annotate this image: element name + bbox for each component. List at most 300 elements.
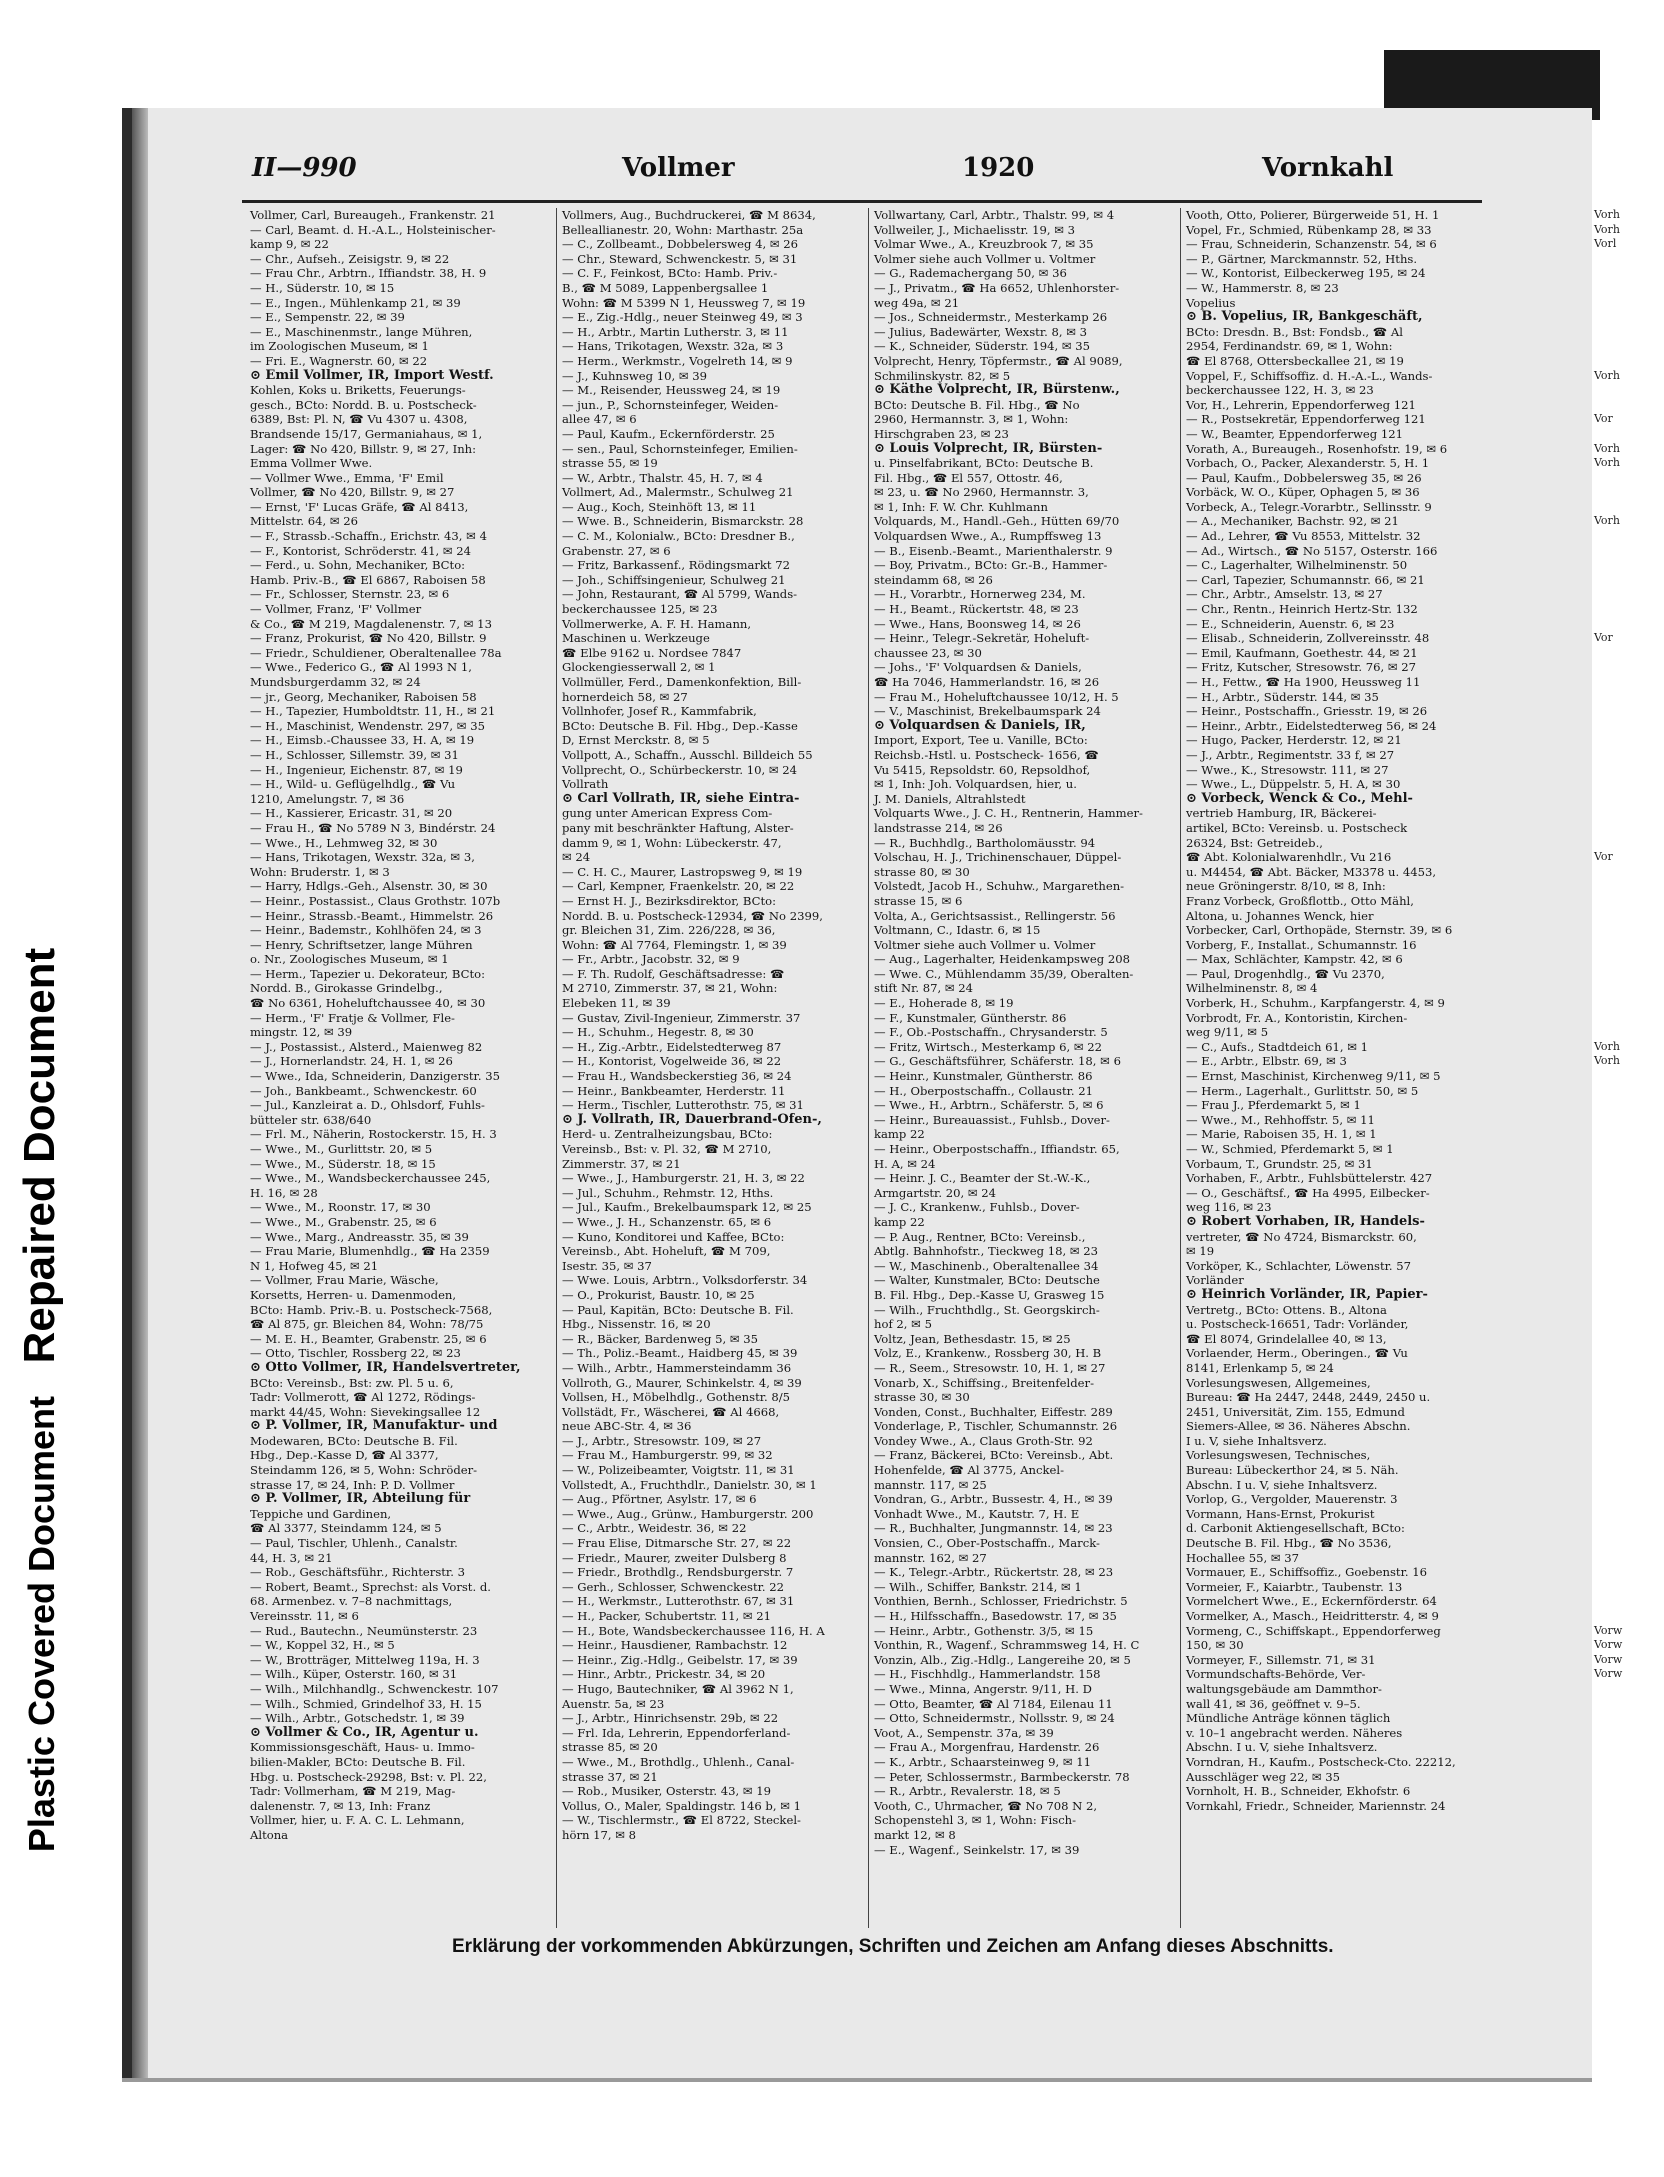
page-bottom-edge	[122, 2078, 1592, 2082]
strip-fragment	[1594, 806, 1664, 821]
directory-entry: ⊙ P. Vollmer, IR, Abteilung für	[250, 1491, 471, 1507]
directory-entry: — H., Schuhm., Hegestr. 8, ✉ 30	[562, 1025, 754, 1040]
directory-entry: Volta, A., Gerichtsassist., Rellingerstr. 56	[874, 908, 1116, 923]
directory-entry: — Wwe. Louis, Arbtrn., Volksdorferstr. 34	[562, 1273, 808, 1288]
directory-entry: — Marie, Raboisen 35, H. 1, ✉ 1	[1186, 1127, 1377, 1142]
directory-entry: — Wwe., Ida, Schneiderin, Danzigerstr. 35	[250, 1069, 500, 1084]
directory-entry: — Frau, Schneiderin, Schanzenstr. 54, ✉ 6	[1186, 237, 1437, 252]
directory-entry: Ausschläger weg 22, ✉ 35	[1186, 1769, 1340, 1784]
directory-entry: — E., Maschinenmstr., lange Mühren,	[250, 324, 473, 339]
directory-entry: — H., Fischhdlg., Hammerlandstr. 158	[874, 1667, 1101, 1682]
directory-entry: Hamb. Priv.-B., ☎ El 6867, Raboisen 58	[250, 572, 486, 587]
strip-fragment	[1594, 1507, 1664, 1522]
side-label-line2: Repaired Document	[15, 947, 64, 1364]
strip-fragment	[1594, 252, 1664, 267]
strip-fragment	[1594, 1069, 1664, 1084]
directory-entry: Volmar Wwe., A., Kreuzbrook 7, ✉ 35	[874, 237, 1094, 252]
directory-entry: Glockengiesserwall 2, ✉ 1	[562, 660, 716, 675]
directory-entry: Vorlaender, Herm., Oberingen., ☎ Vu	[1186, 1346, 1408, 1361]
directory-entry: — Aug., Lagerhalter, Heidenkampsweg 208	[874, 952, 1131, 967]
directory-entry: Vorlesungswesen, Allgemeines,	[1186, 1375, 1371, 1390]
strip-fragment	[1594, 763, 1664, 778]
strip-fragment	[1594, 573, 1664, 588]
strip-fragment	[1594, 1346, 1664, 1361]
strip-fragment: Vorh	[1594, 456, 1620, 470]
directory-entry: ⊙ Käthe Volprecht, IR, Bürstenw.,	[874, 382, 1120, 398]
directory-entry: ✉ 23, u. ☎ No 2960, Hermannstr. 3,	[874, 485, 1089, 500]
directory-entry: — Jos., Schneidermstr., Mesterkamp 26	[874, 310, 1108, 325]
directory-entry: — P. Aug., Rentner, BCto: Vereinsb.,	[874, 1229, 1086, 1244]
directory-entry: — J., Hornerlandstr. 24, H. 1, ✉ 26	[250, 1054, 453, 1069]
directory-entry: kamp 22	[874, 1127, 925, 1142]
directory-entry: ☎ Elbe 9162 u. Nordsee 7847	[562, 645, 742, 660]
directory-entry: ⊙ Heinrich Vorländer, IR, Papier-	[1186, 1286, 1428, 1302]
strip-fragment	[1594, 1171, 1664, 1186]
directory-entry: — Ernst H. J., Bezirksdirektor, BCto:	[562, 893, 777, 908]
directory-entry: Zimmerstr. 37, ✉ 21	[562, 1156, 681, 1171]
directory-entry: J. M. Daniels, Altrahlstedt	[874, 791, 1026, 806]
directory-entry: — K., Schneider, Süderstr. 194, ✉ 35	[874, 339, 1090, 354]
strip-fragment	[1594, 1419, 1664, 1434]
directory-entry: — Frl. M., Näherin, Rostockerstr. 15, H. 3	[250, 1127, 497, 1142]
directory-entry: — Herm., Tapezier u. Dekorateur, BCto:	[250, 966, 486, 981]
strip-fragment	[1594, 748, 1664, 763]
directory-entry: — Wwe., M., Grabenstr. 25, ✉ 6	[250, 1214, 437, 1229]
directory-entry: — Heinr., Postschaffn., Griesstr. 19, ✉ 26	[1186, 704, 1428, 719]
directory-entry: — Heinr., Postassist., Claus Grothstr. 107b	[250, 893, 501, 908]
directory-entry: gr. Bleichen 31, Zim. 226/228, ✉ 36,	[562, 923, 776, 938]
directory-entry: Auenstr. 5a, ✉ 23	[562, 1696, 665, 1711]
strip-fragment: Vorw	[1594, 1638, 1623, 1652]
directory-entry: — Wwe., J., Hamburgerstr. 21, H. 3, ✉ 22	[562, 1171, 805, 1186]
directory-entry: Vollmer, hier, u. F. A. C. L. Lehmann,	[250, 1813, 465, 1828]
directory-entry: 8141, Erlenkamp 5, ✉ 24	[1186, 1360, 1334, 1375]
directory-entry: — Heinr., Kunstmaler, Güntherstr. 86	[874, 1069, 1093, 1084]
strip-fragment	[1594, 398, 1664, 413]
directory-entry: kamp 9, ✉ 22	[250, 237, 329, 252]
directory-entry: strasse 80, ✉ 30	[874, 864, 970, 879]
directory-entry: — Paul, Kaufm., Dobbelersweg 35, ✉ 26	[1186, 470, 1422, 485]
strip-fragment: Vor	[1594, 631, 1613, 645]
directory-entry: mannstr. 162, ✉ 27	[874, 1550, 987, 1565]
strip-fragment	[1594, 296, 1664, 311]
directory-entry: hörn 17, ✉ 8	[562, 1827, 637, 1842]
directory-entry: — Frau H., Wandsbeckerstieg 36, ✉ 24	[562, 1069, 792, 1084]
directory-entry: ✉ 24	[562, 850, 591, 865]
directory-entry: Hirschgraben 23, ✉ 23	[874, 426, 1009, 441]
directory-entry: Vorbaum, T., Grundstr. 25, ✉ 31	[1186, 1156, 1373, 1171]
directory-entry: — H., Bote, Wandsbeckerchaussee 116, H. A	[562, 1623, 825, 1638]
directory-entry: mingstr. 12, ✉ 39	[250, 1025, 353, 1040]
directory-entry: — Otto, Schneidermstr., Nollsstr. 9, ✉ 24	[874, 1711, 1115, 1726]
directory-entry: u. M4454, ☎ Abt. Bäcker, M3378 u. 4453,	[1186, 864, 1437, 879]
directory-entry: — C., Aufs., Stadtdeich 61, ✉ 1	[1186, 1039, 1369, 1054]
directory-entry: — P., Gärtner, Marckmannstr. 52, Hths.	[1186, 251, 1418, 266]
directory-entry: — W., Tischlermstr., ☎ El 8722, Steckel-	[562, 1813, 801, 1828]
directory-entry: — Peter, Schlossermstr., Barmbeckerstr. 78	[874, 1769, 1130, 1784]
strip-fragment: Vorw	[1594, 1623, 1623, 1637]
directory-entry: — F. Th. Rudolf, Geschäftsadresse: ☎	[562, 966, 785, 981]
directory-entry: H. 16, ✉ 28	[250, 1185, 318, 1200]
directory-entry: — W., Koppel 32, H., ✉ 5	[250, 1638, 395, 1653]
directory-entry: — Franz, Prokurist, ☎ No 420, Billstr. 9	[250, 631, 487, 646]
directory-entry: markt 12, ✉ 8	[874, 1827, 956, 1842]
directory-entry: — E., Hoherade 8, ✉ 19	[874, 996, 1014, 1011]
directory-entry: ☎ El 8768, Ottersbeckallee 21, ✉ 19	[1186, 353, 1404, 368]
column-2	[562, 208, 862, 1928]
directory-entry: I u. V, siehe Inhaltsverz.	[1186, 1433, 1327, 1448]
directory-entry: — H., Werkmstr., Lutterothstr. 67, ✉ 31	[562, 1594, 795, 1609]
directory-entry: — H., Oberpostschaffn., Collaustr. 21	[874, 1083, 1094, 1098]
directory-entry: — Friedr., Brothdlg., Rendsburgerstr. 7	[562, 1565, 794, 1580]
directory-entry: ☎ Al 3377, Steindamm 124, ✉ 5	[250, 1521, 442, 1536]
directory-entry: strasse 30, ✉ 30	[874, 1390, 970, 1405]
directory-entry: — Frau H., ☎ No 5789 N 3, Bindérstr. 24	[250, 820, 496, 835]
directory-entry: — H., Hilfsschaffn., Basedowstr. 17, ✉ 35	[874, 1609, 1117, 1623]
strip-fragment	[1594, 967, 1664, 982]
directory-entry: — Frau Chr., Arbtrn., Iffiandstr. 38, H. 9	[250, 266, 487, 281]
directory-entry: — Wilh., Arbtr., Gotschedstr. 1, ✉ 39	[250, 1711, 465, 1726]
directory-entry: — Vollmer, Frau Marie, Wäsche,	[250, 1273, 439, 1288]
directory-entry: — Frau Elise, Ditmarsche Str. 27, ✉ 22	[562, 1536, 792, 1551]
strip-fragment	[1594, 281, 1664, 296]
directory-entry: — R., Bäcker, Bardenweg 5, ✉ 35	[562, 1331, 759, 1346]
strip-fragment: Vorh	[1594, 1039, 1620, 1053]
directory-entry: Brandsende 15/17, Germaniahaus, ✉ 1,	[250, 426, 483, 441]
directory-entry: BCto: Dresdn. B., Bst: Fondsb., ☎ Al	[1186, 324, 1403, 339]
directory-entry: d. Carbonit Aktiengesellschaft, BCto:	[1186, 1521, 1405, 1536]
directory-entry: — Wwe., K., Stresowstr. 111, ✉ 27	[1186, 762, 1389, 777]
directory-entry: — R., Buchhdlg., Bartholomäusstr. 94	[874, 835, 1096, 850]
directory-entry: — J., Postassist., Alsterd., Maienweg 82	[250, 1039, 483, 1054]
directory-entry: u. Pinselfabrikant, BCto: Deutsche B.	[874, 456, 1094, 471]
directory-entry: Vollstedt, A., Fruchthdlr., Danielstr. 30, ✉ 1	[562, 1477, 817, 1492]
directory-entry: Korsetts, Herren- u. Damenmoden,	[250, 1287, 457, 1302]
directory-entry: Wohn: ☎ M 5399 N 1, Heussweg 7, ✉ 19	[562, 295, 806, 310]
directory-entry: Vollpott, A., Schaffn., Ausschl. Billdeich 55	[562, 747, 813, 762]
directory-entry: Wohn: ☎ Al 7764, Flemingstr. 1, ✉ 39	[562, 937, 787, 952]
directory-page	[122, 108, 1623, 2078]
directory-entry: Siemers-Allee, ✉ 36. Näheres Abschn.	[1186, 1419, 1411, 1434]
directory-entry: — C., Arbtr., Weidestr. 36, ✉ 22	[562, 1521, 747, 1536]
directory-entry: Bureau: Lübeckerthor 24, ✉ 5. Näh.	[1186, 1463, 1399, 1478]
directory-entry: landstrasse 214, ✉ 26	[874, 820, 1003, 835]
strip-fragment	[1594, 1580, 1664, 1595]
year-header: 1920	[962, 153, 1035, 183]
directory-entry: Vollprecht, O., Schürbeckerstr. 10, ✉ 24	[562, 762, 798, 777]
directory-entry: — Fr., Arbtr., Jacobstr. 32, ✉ 9	[562, 952, 740, 967]
directory-entry: BCto: Hamb. Priv.-B. u. Postscheck-7568,	[250, 1302, 493, 1317]
directory-entry: — F., Kunstmaler, Güntherstr. 86	[874, 1010, 1067, 1025]
directory-entry: — Friedr., Schuldiener, Oberaltenallee 78a	[250, 645, 502, 660]
directory-entry: — Wwe., M., Roonstr. 17, ✉ 30	[250, 1200, 431, 1215]
strip-fragment	[1594, 485, 1664, 500]
strip-fragment	[1594, 1025, 1664, 1040]
directory-entry: H. A, ✉ 24	[874, 1156, 936, 1171]
directory-entry: Vormauer, E., Schiffsoffiz., Goebenstr. 16	[1186, 1565, 1427, 1580]
column-4	[1186, 208, 1486, 1928]
directory-entry: Vorbecker, Carl, Orthopäde, Sternstr. 39, ✉ 6	[1186, 923, 1453, 938]
strip-fragment	[1594, 733, 1664, 748]
directory-entry: — Wilh., Schmied, Grindelhof 33, H. 15	[250, 1696, 482, 1711]
directory-entry: — H., Süderstr. 10, ✉ 15	[250, 280, 395, 295]
directory-entry: ☎ El 8074, Grindelallee 40, ✉ 13,	[1186, 1331, 1387, 1346]
directory-entry: Vorbrodt, Fr. A., Kontoristin, Kirchen-	[1186, 1010, 1408, 1025]
strip-fragment	[1594, 1098, 1664, 1113]
directory-entry: Tadr: Vollmerham, ☎ M 219, Mag-	[250, 1784, 456, 1799]
directory-entry: — C. F., Feinkost, BCto: Hamb. Priv.-	[562, 266, 778, 281]
strip-fragment	[1594, 865, 1664, 880]
directory-entry: — Paul, Drogenhdlg., ☎ Vu 2370,	[1186, 966, 1385, 981]
directory-entry: — Wwe., Federico G., ☎ Al 1993 N 1,	[250, 660, 472, 675]
strip-fragment	[1594, 704, 1664, 719]
directory-entry: Volquarts Wwe., J. C. H., Rentnerin, Hammer-	[874, 806, 1143, 821]
directory-entry: Vollsen, H., Möbelhdlg., Gothenstr. 8/5	[562, 1390, 791, 1405]
directory-entry: — Wwe., M., Gurlittstr. 20, ✉ 5	[250, 1142, 433, 1156]
strip-fragment	[1594, 1127, 1664, 1142]
directory-entry: Vormelchert Wwe., E., Eckernförderstr. 64	[1186, 1594, 1437, 1609]
directory-entry: strasse 85, ✉ 20	[562, 1740, 658, 1755]
directory-entry: — Wwe., Hans, Boonsweg 14, ✉ 26	[874, 616, 1081, 631]
directory-entry: — Chr., Aufseh., Zeisigstr. 9, ✉ 22	[250, 251, 450, 266]
directory-entry: — H., Kassierer, Ericastr. 31, ✉ 20	[250, 806, 453, 821]
directory-entry: ⊙ P. Vollmer, IR, Manufaktur- und	[250, 1418, 498, 1434]
directory-entry: Bureau: ☎ Ha 2447, 2448, 2449, 2450 u.	[1186, 1390, 1431, 1405]
strip-fragment	[1594, 427, 1664, 442]
directory-entry: Franz Vorbeck, Großflottb., Otto Mähl,	[1186, 893, 1414, 908]
directory-entry: — Herm., Lagerhalt., Gurlittstr. 50, ✉ 5	[1186, 1083, 1419, 1098]
directory-entry: hornerdeich 58, ✉ 27	[562, 689, 688, 704]
strip-fragment	[1594, 981, 1664, 996]
strip-fragment	[1594, 1142, 1664, 1157]
strip-fragment	[1594, 1551, 1664, 1566]
directory-entry: — Carl, Beamt. d. H.-A.L., Holsteinischer-	[250, 222, 496, 237]
directory-entry: — Wilh., Schiffer, Bankstr. 214, ✉ 1	[874, 1579, 1082, 1594]
directory-entry: — Elisab., Schneiderin, Zollvereinsstr. 48	[1186, 631, 1430, 646]
directory-entry: Abtlg. Bahnhofstr., Tieckweg 18, ✉ 23	[874, 1244, 1098, 1259]
strip-fragment	[1594, 1478, 1664, 1493]
strip-fragment	[1594, 1215, 1664, 1230]
directory-entry: markt 44/45, Wohn: Sievekingsallee 12	[250, 1404, 481, 1419]
directory-entry: — W., Schmied, Pferdemarkt 5, ✉ 1	[1186, 1142, 1394, 1156]
directory-entry: — Wwe., Aug., Grünw., Hamburgerstr. 200	[562, 1506, 814, 1521]
directory-entry: — Wilh., Milchhandlg., Schwenckestr. 107	[250, 1681, 499, 1696]
directory-entry: Vor, H., Lehrerin, Eppendorferweg 121	[1186, 397, 1416, 412]
directory-entry: ⊙ Emil Vollmer, IR, Import Westf.	[250, 367, 494, 383]
directory-entry: damm 9, ✉ 1, Wohn: Lübeckerstr. 47,	[562, 835, 782, 850]
directory-entry: Vooth, Otto, Polierer, Bürgerweide 51, H. 1	[1186, 208, 1440, 222]
strip-fragment	[1594, 1390, 1664, 1405]
page-number: II—990	[252, 153, 357, 183]
directory-entry: Vonden, Const., Buchhalter, Eiffestr. 289	[874, 1404, 1113, 1419]
strip-fragment	[1594, 1521, 1664, 1536]
directory-entry: — H., Ingenieur, Eichenstr. 87, ✉ 19	[250, 762, 463, 777]
directory-entry: — Friedr., Maurer, zweiter Dulsberg 8	[562, 1550, 787, 1565]
directory-entry: Vonarb, X., Schiffsing., Breitenfelder-	[874, 1375, 1094, 1390]
directory-entry: 68. Armenbez. v. 7–8 nachmittags,	[250, 1594, 453, 1609]
directory-entry: Vornholt, H. B., Schneider, Ekhofstr. 6	[1186, 1784, 1411, 1799]
directory-entry: Hbg., Nissenstr. 16, ✉ 20	[562, 1317, 711, 1332]
directory-entry: — Hans, Trikotagen, Wexstr. 32a, ✉ 3	[562, 339, 784, 354]
directory-entry: — Wwe., M., Süderstr. 18, ✉ 15	[250, 1156, 436, 1171]
strip-fragment	[1594, 587, 1664, 602]
directory-entry: ☎ Abt. Kolonialwarenhdlr., Vu 216	[1186, 850, 1392, 865]
directory-entry: — E., Schneiderin, Auenstr. 6, ✉ 23	[1186, 616, 1395, 631]
directory-entry: ⊙ Robert Vorhaben, IR, Handels-	[1186, 1213, 1425, 1229]
directory-entry: weg 9/11, ✉ 5	[1186, 1025, 1269, 1040]
directory-entry: Wohn: Bruderstr. 1, ✉ 3	[250, 864, 390, 879]
directory-entry: Volprecht, Henry, Töpfermstr., ☎ Al 9089,	[874, 353, 1123, 368]
directory-entry: & Co., ☎ M 219, Magdalenenstr. 7, ✉ 13	[250, 616, 492, 631]
directory-entry: u. Postscheck-16651, Tadr: Vorländer,	[1186, 1317, 1409, 1332]
directory-entry: — Joh., Schiffsingenieur, Schulweg 21	[562, 572, 786, 587]
directory-entry: — Joh., Bankbeamt., Schwenckestr. 60	[250, 1083, 477, 1098]
directory-entry: Schopenstehl 3, ✉ 1, Wohn: Fisch-	[874, 1813, 1077, 1828]
directory-entry: Abschn. I u. V, siehe Inhaltsverz.	[1186, 1477, 1378, 1492]
directory-entry: Lager: ☎ No 420, Billstr. 9, ✉ 27, Inh:	[250, 441, 477, 456]
column-1	[250, 208, 550, 1928]
directory-entry: Vollroth, G., Maurer, Schinkelstr. 4, ✉ 39	[562, 1375, 802, 1390]
directory-entry: — H., Beamt., Rückertstr. 48, ✉ 23	[874, 602, 1079, 617]
directory-entry: Armgartstr. 20, ✉ 24	[874, 1185, 996, 1200]
directory-entry: mannstr. 117, ✉ 25	[874, 1477, 987, 1492]
strip-fragment: Vor	[1594, 850, 1613, 864]
directory-entry: — Frau M., Hamburgerstr. 99, ✉ 32	[562, 1448, 773, 1463]
strip-fragment	[1594, 1405, 1664, 1420]
strip-fragment	[1594, 1536, 1664, 1551]
directory-entry: Volquards, M., Handl.-Geh., Hütten 69/70	[874, 514, 1120, 529]
directory-entry: Vonthin, R., Wagenf., Schrammsweg 14, H. C	[874, 1638, 1140, 1653]
directory-entry: — O., Geschäftsf., ☎ Ha 4995, Eilbecker-	[1186, 1185, 1430, 1200]
strip-fragment	[1594, 1200, 1664, 1215]
directory-entry: — Fritz, Kutscher, Stresowstr. 76, ✉ 27	[1186, 660, 1417, 675]
strip-fragment	[1594, 879, 1664, 894]
directory-entry: Vollmerwerke, A. F. H. Hamann,	[562, 616, 752, 631]
directory-entry: — R., Buchhalter, Jungmannstr. 14, ✉ 23	[874, 1521, 1113, 1536]
directory-entry: Volz, E., Krankenw., Rossberg 30, H. B	[874, 1346, 1102, 1361]
directory-entry: — Wwe., Marg., Andreasstr. 35, ✉ 39	[250, 1229, 469, 1244]
strip-fragment	[1594, 1011, 1664, 1026]
directory-entry: — Fritz, Barkassenf., Rödingsmarkt 72	[562, 558, 791, 573]
directory-entry: ⊙ Vorbeck, Wenck & Co., Mehl-	[1186, 790, 1413, 806]
strip-fragment	[1594, 923, 1664, 938]
directory-entry: Vondey Wwe., A., Claus Groth-Str. 92	[874, 1433, 1093, 1448]
directory-entry: Vorköper, K., Schlachter, Löwenstr. 57	[1186, 1258, 1412, 1273]
strip-fragment	[1594, 1186, 1664, 1201]
directory-entry: — Hugo, Bautechniker, ☎ Al 3962 N 1,	[562, 1681, 794, 1696]
directory-entry: — Paul, Kapitän, BCto: Deutsche B. Fil.	[562, 1302, 794, 1317]
strip-fragment	[1594, 1463, 1664, 1478]
strip-fragment: Vorh	[1594, 222, 1620, 236]
directory-entry: Vorhaben, F., Arbtr., Fuhlsbüttelerstr. 427	[1186, 1171, 1433, 1186]
directory-entry: gung unter American Express Com-	[562, 806, 773, 821]
directory-entry: — Aug., Pförtner, Asylstr. 17, ✉ 6	[562, 1492, 757, 1507]
strip-fragment: Vorw	[1594, 1667, 1623, 1681]
directory-entry: — W., Beamter, Eppendorferweg 121	[1186, 426, 1403, 441]
footer-note: Erklärung der vorkommenden Abkürzungen, Schriften und Zeichen am Anfang dieses Abschnitts.	[452, 1936, 1334, 1957]
strip-fragment	[1594, 1434, 1664, 1449]
directory-entry: Vollweiler, J., Michaelisstr. 19, ✉ 3	[874, 222, 1076, 237]
directory-entry: Vonhadt Wwe., M., Kautstr. 7, H. E	[874, 1506, 1080, 1521]
directory-entry: wall 41, ✉ 36, geöffnet v. 9–5.	[1186, 1696, 1361, 1711]
directory-entry: stift Nr. 87, ✉ 24	[874, 981, 974, 996]
directory-entry: — F., Strassb.-Schaffn., Erichstr. 43, ✉ 4	[250, 529, 487, 544]
directory-entry: — Rud., Bautechn., Neumünsterstr. 23	[250, 1623, 478, 1638]
directory-entry: Belleallianestr. 20, Wohn: Marthastr. 25a	[562, 222, 804, 237]
directory-entry: 1210, Amelungstr. 7, ✉ 36	[250, 791, 405, 806]
directory-entry: — R., Postsekretär, Eppendorferweg 121	[1186, 412, 1426, 427]
directory-entry: — Ernst, Maschinist, Kirchenweg 9/11, ✉ 5	[1186, 1069, 1441, 1084]
directory-entry: Hochallee 55, ✉ 37	[1186, 1550, 1300, 1565]
directory-entry: — Rob., Musiker, Osterstr. 43, ✉ 19	[562, 1784, 772, 1799]
directory-entry: Vondran, G., Arbtr., Bussestr. 4, H., ✉ 39	[874, 1492, 1113, 1507]
strip-fragment	[1594, 909, 1664, 924]
directory-entry: Maschinen u. Werkzeuge	[562, 631, 710, 646]
directory-entry: — W., Kontorist, Eilbeckerweg 195, ✉ 24	[1186, 266, 1426, 281]
directory-entry: Fil. Hbg., ☎ El 557, Ottostr. 46,	[874, 470, 1063, 485]
directory-entry: vertrieb Hamburg, IR, Bäckerei-	[1186, 806, 1377, 821]
directory-entry: Vollmer, ☎ No 420, Billstr. 9, ✉ 27	[250, 485, 455, 500]
directory-entry: — Otto, Tischler, Rossberg 22, ✉ 23	[250, 1346, 461, 1361]
directory-entry: — Carl, Tapezier, Schumannstr. 66, ✉ 21	[1186, 572, 1425, 587]
directory-entry: bilien-Makler, BCto: Deutsche B. Fil.	[250, 1754, 466, 1769]
directory-entry: ⊙ Volquardsen & Daniels, IR,	[874, 717, 1086, 733]
directory-entry: — Herm., Werkmstr., Vogelreth 14, ✉ 9	[562, 353, 793, 368]
directory-entry: — Heinr., Telegr.-Sekretär, Hoheluft-	[874, 631, 1090, 646]
directory-entry: BCto: Deutsche B. Fil. Hbg., ☎ No	[874, 397, 1080, 412]
directory-entry: D, Ernst Merckstr. 8, ✉ 5	[562, 733, 710, 748]
directory-entry: — W., Maschinenb., Oberaltenallee 34	[874, 1258, 1099, 1273]
directory-entry: — Chr., Rentn., Heinrich Hertz-Str. 132	[1186, 602, 1418, 617]
directory-entry: — jun., P., Schornsteinfeger, Weiden-	[562, 397, 779, 412]
strip-fragment	[1594, 1259, 1664, 1274]
directory-entry: — W., Hammerstr. 8, ✉ 23	[1186, 280, 1339, 295]
strip-fragment: Vorh	[1594, 514, 1620, 528]
directory-entry: — F., Kontorist, Schröderstr. 41, ✉ 24	[250, 543, 472, 558]
directory-entry: — Julius, Badewärter, Wexstr. 8, ✉ 3	[874, 324, 1087, 339]
strip-fragment	[1594, 471, 1664, 486]
directory-entry: Vorländer	[1186, 1273, 1244, 1288]
directory-entry: — Heinr. J. C., Beamter der St.-W.-K.,	[874, 1171, 1091, 1186]
directory-entry: Vereinsb., Bst: v. Pl. 32, ☎ M 2710,	[562, 1142, 772, 1156]
strip-fragment	[1594, 836, 1664, 851]
strip-fragment	[1594, 1361, 1664, 1376]
strip-fragment	[1594, 1273, 1664, 1288]
directory-entry: Nordd. B. u. Postscheck-12934, ☎ No 2399,	[562, 908, 823, 923]
strip-fragment	[1594, 792, 1664, 807]
strip-fragment	[1594, 660, 1664, 675]
directory-entry: B. Fil. Hbg., Dep.-Kasse U, Grasweg 15	[874, 1287, 1105, 1302]
directory-entry: — Heinr., Bademstr., Kohlhöfen 24, ✉ 3	[250, 923, 482, 938]
side-label-text	[15, 948, 65, 1852]
strip-fragment: Vorw	[1594, 1652, 1623, 1666]
strip-fragment	[1594, 1084, 1664, 1099]
directory-entry: — Wwe., J. H., Schanzenstr. 65, ✉ 6	[562, 1214, 772, 1229]
directory-entry: — Wwe., H., Lehmweg 32, ✉ 30	[250, 835, 438, 850]
directory-entry: — Gerh., Schlosser, Schwenckestr. 22	[562, 1579, 784, 1594]
strip-fragment	[1594, 675, 1664, 690]
strip-fragment	[1594, 1244, 1664, 1259]
directory-entry: vertreter, ☎ No 4724, Bismarckstr. 60,	[1186, 1229, 1417, 1244]
directory-entry: — J., Arbtr., Hinrichsenstr. 29b, ✉ 22	[562, 1711, 779, 1726]
directory-entry: — A., Mechaniker, Bachstr. 92, ✉ 21	[1186, 514, 1399, 529]
directory-entry: 150, ✉ 30	[1186, 1638, 1244, 1653]
directory-entry: — Franz, Bäckerei, BCto: Vereinsb., Abt.	[874, 1448, 1114, 1463]
directory-entry: waltungsgebäude am Dammthor-	[1186, 1681, 1382, 1696]
strip-fragment	[1594, 544, 1664, 559]
directory-entry: ✉ 1, Inh: Joh. Volquardsen, hier, u.	[874, 777, 1077, 792]
directory-entry: — Jul., Kaufm., Brekelbaumspark 12, ✉ 25	[562, 1200, 812, 1215]
